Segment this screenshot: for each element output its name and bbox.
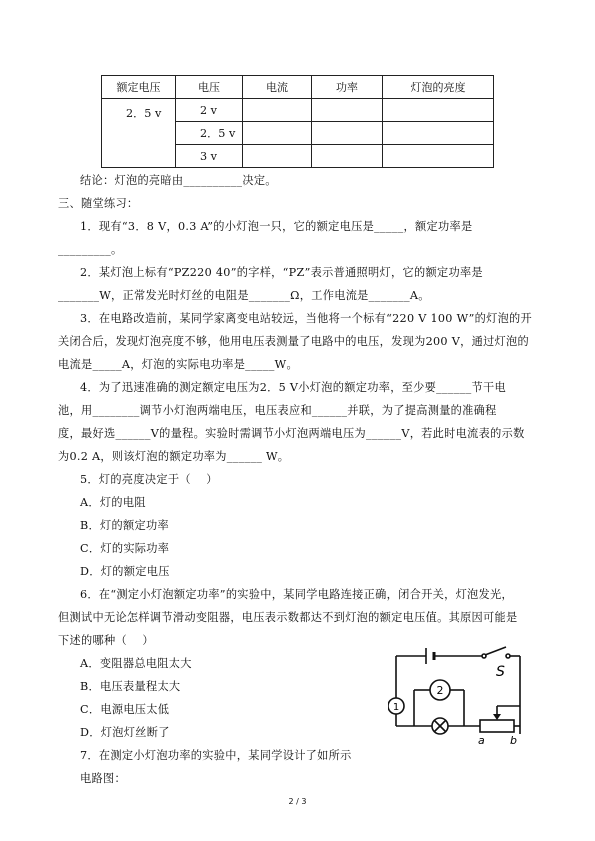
- q6-line-1: 6．在“测定小灯泡额定功率”的实验中，某同学电路连接正确，闭合开关，灯泡发光，: [80, 588, 514, 601]
- current-cell: [243, 145, 312, 168]
- q1-line-2: _________。: [58, 243, 123, 256]
- meter-1-label: 1: [392, 702, 400, 713]
- voltage-cell: 3 v: [176, 145, 243, 168]
- q3-line-2: 关闭合后，发现灯泡亮度不够，他用电压表测量了电路中的电压，发现为200 V，通过灯泡的: [58, 335, 530, 348]
- experiment-table: [101, 75, 494, 168]
- terminal-a-label: a: [478, 734, 485, 747]
- q6-line-2: 但测试中无论怎样调节滑动变阻器，电压表示数都达不到灯泡的额定电压值。其原因可能是: [58, 611, 518, 624]
- current-cell: [243, 99, 312, 122]
- current-cell: [243, 122, 312, 145]
- switch-blade: [485, 647, 506, 655]
- q3-line-1: 3．在电路改造前，某同学家离变电站较远，当他将一个标有“220 V 100 W”的灯泡的开: [80, 312, 533, 325]
- rheostat-icon: [480, 720, 514, 732]
- q7-line-1: 7．在测定小灯泡功率的实验中，某同学设计了如所示: [80, 749, 352, 762]
- header-current: 电流: [243, 76, 312, 99]
- q4-line-2: 池，用________调节小灯泡两端电压，电压表应和______并联，为了提高测量的准确程: [58, 404, 497, 417]
- voltage-cell: 2．5 v: [176, 122, 243, 145]
- q4-line-4: 为0.2 A，则该灯泡的额定功率为______ W。: [58, 450, 290, 463]
- q4-line-1: 4．为了迅速准确的测定额定电压为2．5 V小灯泡的额定功率，至少要______节干电: [80, 381, 506, 394]
- q3-line-3: 电流是_____A，灯泡的实际电功率是_____W。: [58, 358, 298, 371]
- q2-line-1: 2．某灯泡上标有“PZ220 40”的字样，“PZ”表示普通照明灯，它的额定功率是: [80, 266, 483, 279]
- header-voltage: 电压: [176, 76, 243, 99]
- q5-option-c: C．灯的实际功率: [80, 542, 170, 555]
- q5-option-d: D．灯的额定电压: [80, 565, 170, 578]
- terminal-b-label: b: [510, 734, 517, 747]
- voltage-cell: 2 v: [176, 99, 243, 122]
- circuit-diagram: [388, 644, 528, 748]
- brightness-cell: [383, 145, 494, 168]
- q7-line-2: 电路图：: [80, 772, 126, 785]
- q6-option-c: C．电源电压太低: [80, 703, 170, 716]
- meter-2-label: 2: [436, 684, 444, 697]
- q6-option-a: A．变阻器总电阻太大: [80, 657, 192, 670]
- section-title: 三、随堂练习：: [58, 197, 139, 210]
- header-brightness: 灯泡的亮度: [383, 76, 494, 99]
- brightness-cell: [383, 99, 494, 122]
- q5-option-a: A．灯的电阻: [80, 496, 146, 509]
- switch-label: S: [496, 664, 505, 680]
- q6-option-d: D．灯泡灯丝断了: [80, 726, 170, 739]
- q6-line-3: 下述的哪种（ ）: [58, 634, 154, 647]
- power-cell: [312, 99, 383, 122]
- q5-option-b: B．灯的额定功率: [80, 519, 169, 532]
- conclusion-text: 结论：灯泡的亮暗由__________决定。: [80, 174, 277, 187]
- page-number: 2 / 3: [288, 797, 307, 806]
- q6-option-b: B．电压表量程太大: [80, 680, 181, 693]
- rated-voltage-cell: 2．5 v: [102, 99, 176, 168]
- table-header-row: [102, 76, 494, 99]
- q2-line-2: _______W，正常发光时灯丝的电阻是_______Ω，工作电流是_______A。: [58, 289, 430, 302]
- slider-arrow-icon: [493, 714, 501, 720]
- q1-line-1: 1．现有“3．8 V，0.3 A”的小灯泡一只，它的额定电压是_____，额定功率是: [80, 220, 473, 233]
- header-power: 功率: [312, 76, 383, 99]
- power-cell: [312, 122, 383, 145]
- power-cell: [312, 145, 383, 168]
- header-rated-voltage: 额定电压: [102, 76, 176, 99]
- table-row: [102, 99, 494, 122]
- q5-stem: 5．灯的亮度决定于（ ）: [80, 473, 218, 486]
- brightness-cell: [383, 122, 494, 145]
- switch-contact: [506, 654, 510, 658]
- q4-line-3: 度，最好选______V的量程。实验时需调节小灯泡两端电压为______V，若此时电流表的示数: [58, 427, 525, 440]
